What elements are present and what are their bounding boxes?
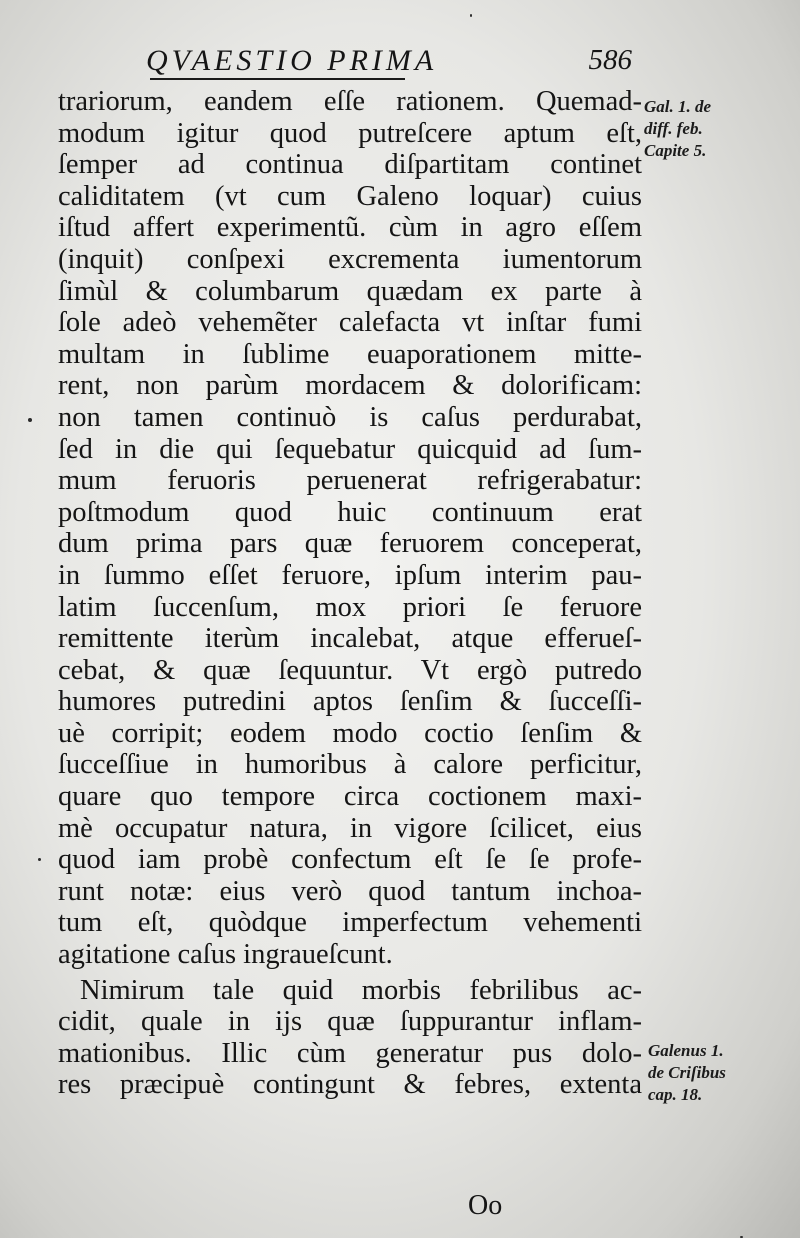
text-line: in ſummo eſſet feruore, ipſum interim pau-: [58, 559, 642, 591]
text-line: modum igitur quod putreſcere aptum eſt,: [58, 117, 642, 149]
margin-note-galen-de-crisibus: [648, 1040, 726, 1106]
margin-note-line: cap. 18.: [648, 1085, 703, 1104]
ink-speck: [38, 858, 41, 861]
page-header: [146, 44, 632, 84]
text-line: latim ſuccenſum, mox priori ſe feruore: [58, 591, 642, 623]
text-line: trariorum, eandem eſſe rationem. Quemad-: [58, 86, 642, 117]
paragraph-2: [58, 975, 642, 1101]
text-line: ſucceſſiue in humoribus à calore perficitur,: [58, 749, 642, 781]
text-line: cebat, & quæ ſequuntur. Vt ergò putredo: [58, 654, 642, 686]
text-line: cidit, quale in ijs quæ ſuppurantur inflam-: [58, 1006, 642, 1038]
paragraph-1: [58, 86, 642, 971]
text-line: quod iam probè confectum eſt ſe ſe profe-: [58, 844, 642, 876]
running-head: QVAESTIO PRIMA: [146, 44, 438, 77]
text-line: Nimirum tale quid morbis febrilibus ac-: [80, 974, 642, 1006]
page-number: 586: [588, 44, 632, 76]
text-line: caliditatem (vt cum Galeno loquar) cuius: [58, 180, 642, 212]
text-line: mum feruoris peruenerat refrigerabatur:: [58, 465, 642, 497]
text-line: mè occupatur natura, in vigore ſcilicet, eius: [58, 812, 642, 844]
text-line: poſtmodum quod huic continuum erat: [58, 496, 642, 528]
text-line: ſole adeò vehemẽter calefacta vt inſtar fumi: [58, 307, 642, 339]
margin-note-line: diff. feb.: [644, 119, 703, 138]
text-line: rent, non parùm mordacem & dolorificam:: [58, 370, 642, 402]
text-line: humores putredini aptos ſenſim & ſucceſſi-: [58, 686, 642, 718]
margin-note-line: de Criſibus: [648, 1063, 726, 1082]
text-line: dum prima pars quæ feruorem conceperat,: [58, 528, 642, 560]
text-line: ſimùl & columbarum quædam ex parte à: [58, 275, 642, 307]
text-line: mationibus. Illic cùm generatur pus dolo-: [58, 1037, 642, 1069]
margin-note-line: Galenus 1.: [648, 1041, 724, 1060]
text-line: (inquit) conſpexi excrementa iumentorum: [58, 243, 642, 275]
margin-note-galen-diff-feb: [644, 96, 711, 162]
text-line: quare quo tempore circa coctionem maxi-: [58, 781, 642, 813]
ink-speck: [28, 418, 32, 422]
margin-note-line: Gal. 1. de: [644, 97, 712, 116]
margin-note-line: Capite 5.: [644, 141, 707, 160]
text-line: uè corripit; eodem modo coctio ſenſim &: [58, 717, 642, 749]
text-line: multam in ſublime euaporationem mitte-: [58, 338, 642, 370]
text-line: iſtud affert experimentũ. cùm in agro eſſem: [58, 212, 642, 244]
main-text: [58, 86, 642, 1101]
text-line: runt notæ: eius verò quod tantum inchoa-: [58, 875, 642, 907]
text-line: res præcipuè contingunt & febres, extenta: [58, 1069, 642, 1101]
text-line: ſed in die qui ſequebatur quicquid ad ſum-: [58, 433, 642, 465]
text-line: ſemper ad continua diſpartitam continet: [58, 149, 642, 181]
ink-speck: [470, 14, 472, 17]
text-line: tum eſt, quòdque imperfectum vehementi: [58, 907, 642, 939]
text-line: non tamen continuò is caſus perdurabat,: [58, 401, 642, 433]
text-line: agitatione caſus ingraueſcunt.: [58, 939, 393, 971]
catchword: Oo: [468, 1190, 503, 1221]
text-line: remittente iterùm incalebat, atque efferueſ-: [58, 623, 642, 655]
